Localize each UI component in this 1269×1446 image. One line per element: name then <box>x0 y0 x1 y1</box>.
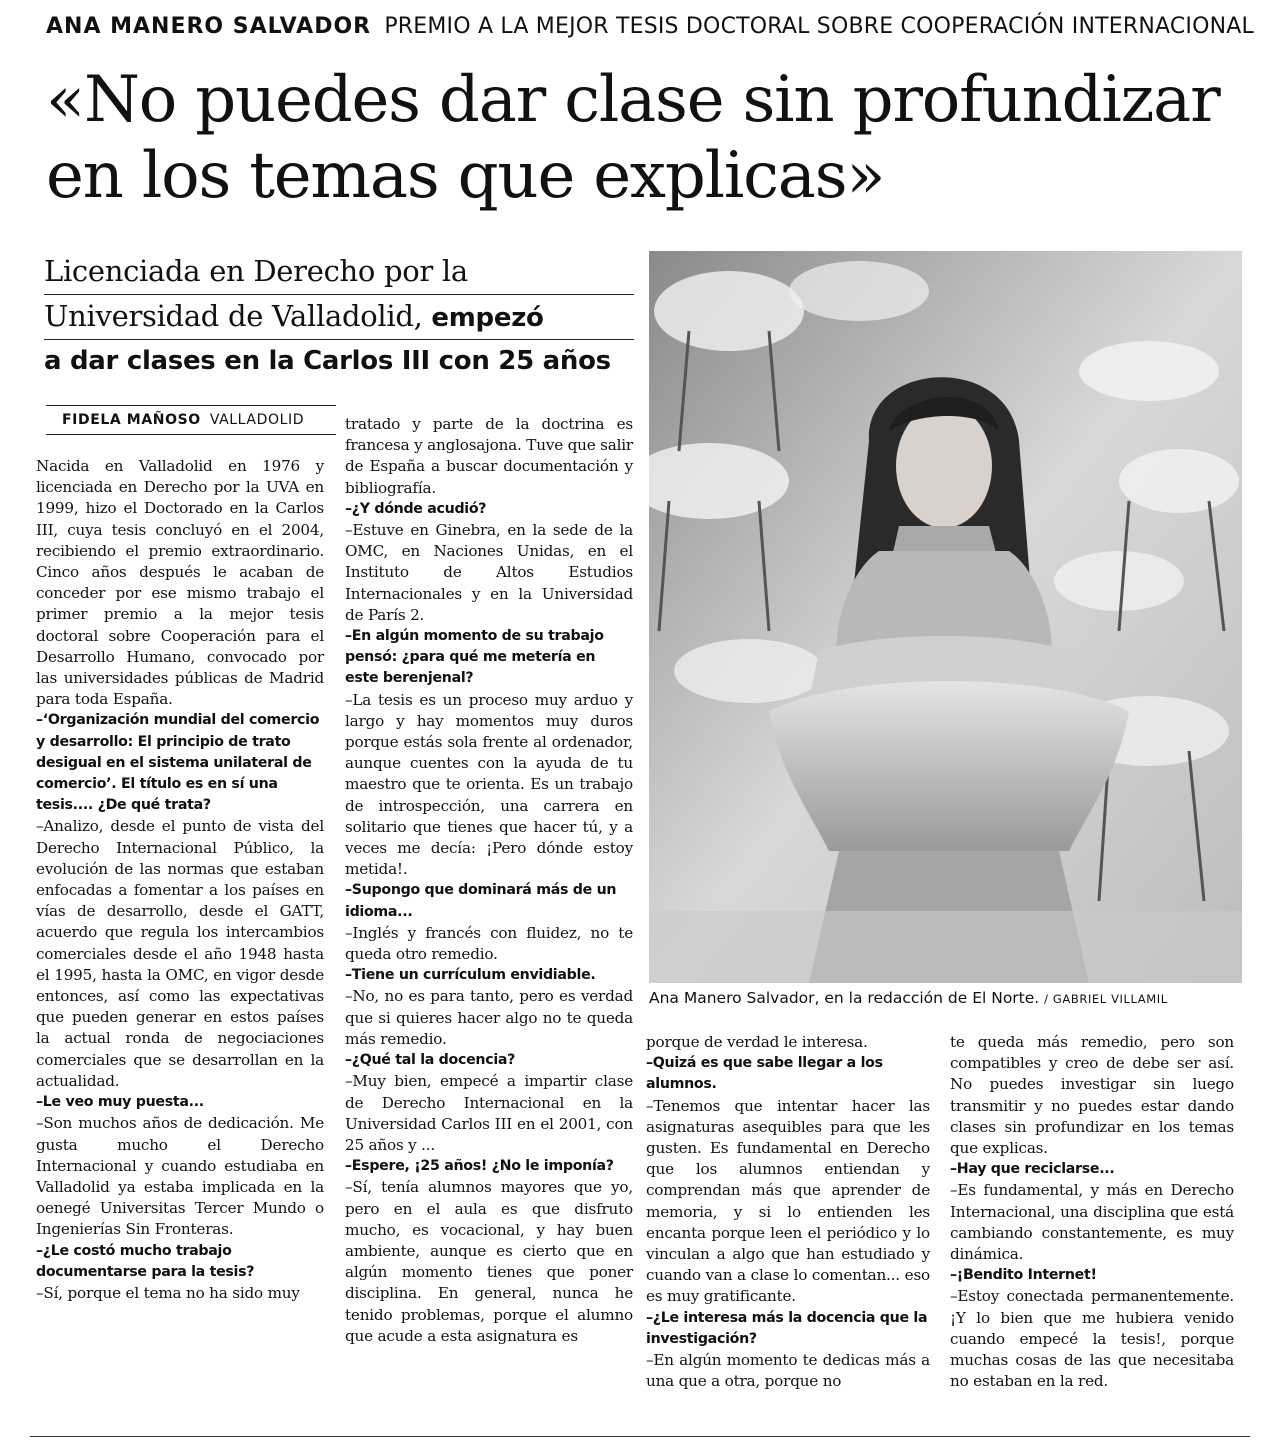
kicker <box>46 14 1254 39</box>
body-paragraph: –Estuve en Ginebra, en la sede de la OMC, en Naciones Unidas, en el Instituto de Altos Estudios Internacionales y en la Universidad de París 2. <box>345 521 633 624</box>
interview-question: –Espere, ¡25 años! ¿No le imponía? <box>345 1158 614 1175</box>
body-paragraph: –La tesis es un proceso muy arduo y largo y hay momentos muy duros porque estás sola frente al ordenador, aunque cuentes con la ayuda de tu maestro que te orienta. Es un trabajo de introspección, una carrera en solitario que tienes que hacer tú, y a veces me decía: ¡Pero dónde estoy metida!. <box>345 690 633 879</box>
body-paragraph: –Analizo, desde el punto de vista del Derecho Internacional Público, la evolución de las normas que estaban enfocadas a fomentar a los países en vías de desarrollo, desde el GATT, acuerdo que regula los intercambios comerciales desde el año 1948 hasta el 1995, hasta la OMC, en vigor desde entonces, así como las expectativas que pueden generar en estos países la actual ronda de negociaciones comerciales que se desarrollan en la actualidad. <box>36 817 324 1090</box>
caption-text: Ana Manero Salvador, en la redacción de El Norte. <box>649 989 1040 1007</box>
body-paragraph: –Muy bien, empecé a impartir clase de Derecho Internacional en la Universidad Carlos III en el 2001, con 25 años y ... <box>345 1072 633 1154</box>
body-paragraph: –No, no es para tanto, pero es verdad que si quieres hacer algo no te queda más remedio. <box>345 987 633 1048</box>
photo-credit: / GABRIEL VILLAMIL <box>1044 992 1168 1006</box>
deck-line-3: a dar clases en la Carlos III con 25 años <box>44 346 611 376</box>
body-paragraph: –Son muchos años de dedicación. Me gusta mucho el Derecho Internacional y cuando estudiaba en Valladolid ya estaba implicada en la oenegé Universitas Tercer Mundo o Ingenierías Sin Fronteras. <box>36 1114 324 1239</box>
byline <box>46 405 336 435</box>
body-paragraph: te queda más remedio, pero son compatibles y creo de debe ser así. No puedes investigar sin luego transmitir y no puedes estar dando clases sin profundizar en los temas que explicas. <box>950 1033 1234 1158</box>
headline-line-1: «No puedes dar clase sin profundizar <box>46 63 1220 137</box>
kicker-text: PREMIO A LA MEJOR TESIS DOCTORAL SOBRE COOPERACIÓN INTERNACIONAL <box>384 14 1254 39</box>
body-paragraph: porque de verdad le interesa. <box>646 1033 868 1051</box>
body-column-4 <box>950 1032 1234 1392</box>
body-paragraph: –Sí, porque el tema no ha sido muy <box>36 1283 300 1302</box>
portrait-photo <box>649 251 1242 983</box>
deck-line-1: Licenciada en Derecho por la <box>44 250 634 295</box>
interview-question: –¡Bendito Internet! <box>950 1267 1097 1284</box>
body-paragraph: –Es fundamental, y más en Derecho Internacional, una disciplina que está cambiando constantemente, es muy dinámica. <box>950 1181 1234 1264</box>
body-paragraph: –En algún momento te dedicas más a una que a otra, porque no <box>646 1351 930 1391</box>
headline-line-2: en los temas que explicas» <box>46 139 885 213</box>
interview-question: –En algún momento de su trabajo pensó: ¿para qué me metería en este berenjenal? <box>345 628 604 687</box>
interview-question: –Tiene un currículum envidiable. <box>345 967 596 984</box>
body-paragraph: tratado y parte de la doctrina es francesa y anglosajona. Tuve que salir de España a buscar documentación y bibliografía. <box>345 415 633 497</box>
body-paragraph: –Estoy conectada permanentemente. ¡Y lo bien que me hubiera venido cuando empecé la tesis!, porque muchas cosas de las que necesitaba no estaban en la red. <box>950 1287 1234 1391</box>
byline-author: FIDELA MAÑOSO <box>62 412 201 428</box>
byline-place: VALLADOLID <box>209 412 305 428</box>
body-paragraph: –Sí, tenía alumnos mayores que yo, pero en el aula es que disfruto mucho, es vocacional, y hay buen ambiente, aunque es cierto que en algún momento tienes que poner disciplina. En general, nunca he tenido problemas, porque el alumno que acude a esta asignatura es <box>345 1178 633 1345</box>
body-column-3 <box>646 1032 930 1392</box>
body-paragraph: Nacida en Valladolid en 1976 y licenciada en Derecho por la UVA en 1999, hizo el Doctorado en la Carlos III, cuya tesis concluyó en el 2004, recibiendo el premio extraordinario. Cinco años después le acaban de conceder por ese mismo trabajo el primer premio a la mejor tesis doctoral sobre Cooperación para el Desarrollo Humano, convocado por las universidades públicas de Madrid para toda España. <box>36 457 324 709</box>
interview-question: –¿Le interesa más la docencia que la investigación? <box>646 1309 928 1347</box>
kicker-name: ANA MANERO SALVADOR <box>46 14 372 39</box>
photo-caption <box>649 989 1249 1007</box>
interview-question: –¿Le costó mucho trabajo documentarse para la tesis? <box>36 1242 255 1280</box>
deck-line-2-plain: Universidad de Valladolid, <box>44 299 432 333</box>
deck-line-2 <box>44 295 634 340</box>
headline <box>46 62 1256 214</box>
interview-question: –Supongo que dominará más de un idioma... <box>345 882 617 920</box>
body-paragraph: –Inglés y francés con fluidez, no te queda otro remedio. <box>345 923 633 964</box>
photo-illustration <box>649 251 1242 983</box>
interview-question: –¿Qué tal la docencia? <box>345 1052 516 1069</box>
body-paragraph: –Tenemos que intentar hacer las asignaturas asequibles para que les gusten. Es fundamental en Derecho que los alumnos entiendan y comprendan más que aprender de memoria, y si lo entienden les encanta porque leen el periódico y lo vinculan a algo que han estudiado y cuando van a clase lo comentan... eso es muy gratificante. <box>646 1096 930 1306</box>
interview-question: –Le veo muy puesta... <box>36 1094 204 1111</box>
deck <box>44 250 634 384</box>
body-column-1 <box>36 456 324 1304</box>
deck-line-2-bold: empezó <box>431 303 544 333</box>
bottom-rule <box>30 1436 1250 1437</box>
interview-question: –Quizá es que sabe llegar a los alumnos. <box>646 1055 883 1093</box>
interview-question: –¿Y dónde acudió? <box>345 500 487 517</box>
body-column-2 <box>345 414 633 1347</box>
interview-question: –Hay que reciclarse... <box>950 1161 1115 1178</box>
interview-question: –‘Organización mundial del comercio y desarrollo: El principio de trato desigual en el sistema unilateral de comercio’. El título es en sí una tesis.... ¿De qué trata? <box>36 712 320 814</box>
